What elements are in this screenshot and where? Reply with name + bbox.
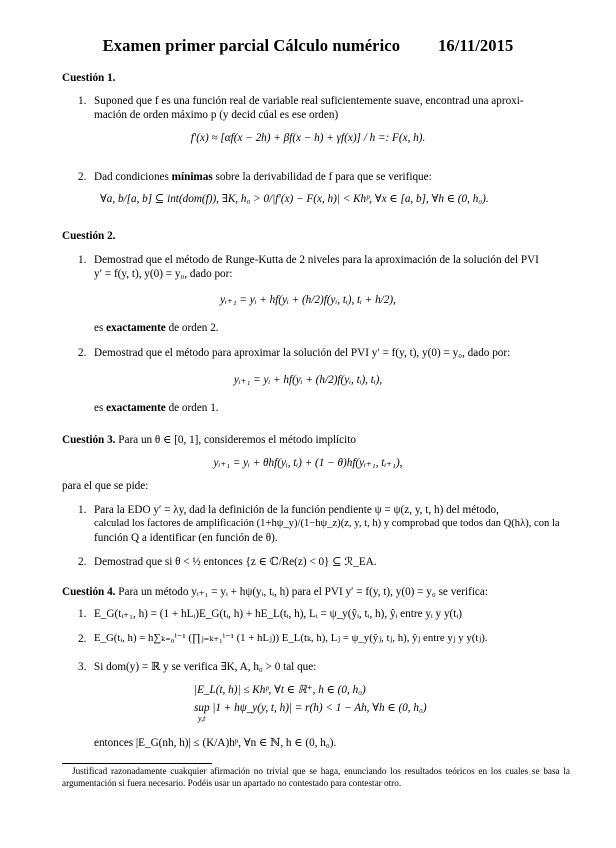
- q4-item-1-number: 1.: [78, 608, 87, 620]
- q4-item-2-text: E_G(tᵢ, h) = h∑ₖ₌₀ⁱ⁻¹ (∏ⱼ₌ₖ₊₁ⁱ⁻¹ (1 + hLⱼ)) E_L(tₖ, h), Lⱼ = ψ_y(ŷⱼ, tⱼ, h), ŷⱼ entre yⱼ y y(tⱼ).: [94, 632, 488, 644]
- exam-title: [0, 35, 616, 56]
- q2-item-2-emphasis: exactamente: [106, 402, 166, 414]
- question-3-intro: Para un θ ∈ [0, 1], consideremos el método implícito: [118, 434, 356, 446]
- footnote: Justificad razonadamente cuakquier afirmación no trivial que se haga, enunciando los resultados teóricos en los cuales se basa la argumentación si fuera necesario. Podéis usar un apartado no contestado para contestar otro.: [62, 766, 570, 788]
- q2-equation-2: yᵢ₊₁ = yᵢ + hf(yᵢ + (h/2)f(yᵢ, tᵢ), tᵢ),: [233, 374, 383, 386]
- q3-item-1-number: 1.: [78, 504, 87, 516]
- q1-equation-2: ∀a, b/[a, b] ⊆ int(dom(f)), ∃K, h₀ > 0/|f′(x) − F(x, h)| < Khᵖ, ∀x ∈ [a, b], ∀h ∈ (0, h₀).: [100, 193, 489, 205]
- q2-item-1-line-3-c: de orden 2.: [165, 322, 219, 334]
- q3-equation-1: yᵢ₊₁ = yᵢ + θhf(yᵢ, tᵢ) + (1 − θ)hf(yᵢ₊₁, tᵢ₊₁),: [213, 457, 403, 469]
- q4-item-2-number: 2.: [78, 633, 87, 645]
- q2-item-1-line-3-a: es: [94, 322, 107, 334]
- q2-item-1-text: [94, 253, 578, 282]
- q4-item-3-equation-1: |E_L(t, h)| ≤ Khᵖ, ∀t ∈ ℝ⁺, h ∈ (0, h₀): [194, 684, 366, 696]
- q1-item-1-number: 1.: [78, 95, 87, 107]
- q2-item-2-line-3-a: es: [94, 402, 107, 414]
- q1-item-2-number: 2.: [78, 171, 87, 183]
- q4-item-3-text: Si dom(y) = ℝ y se verifica ∃K, A, h₀ > 0 tal que:: [94, 661, 317, 673]
- q1-equation-1: f′(x) ≈ [αf(x − 2h) + βf(x − h) + γf(x)] / h =: F(x, h).: [190, 132, 426, 144]
- q2-equation-1: yᵢ₊₁ = yᵢ + hf(yᵢ + (h/2)f(yᵢ, tᵢ), tᵢ + h/2),: [220, 294, 396, 306]
- q3-item-1-line-1: Para la EDO y′ = λy, dad la definición de la función pendiente ψ = ψ(z, y, t, h) del método,: [94, 504, 499, 516]
- q1-item-2-text: [94, 170, 578, 184]
- question-2-heading: Cuestión 2.: [62, 230, 116, 242]
- question-4-intro-line: [62, 585, 578, 599]
- q2-item-1-line-1: Demostrad que el método de Runge-Kutta de 2 niveles para la aproximación de la solución del PVI: [94, 254, 539, 266]
- q2-item-2-line-3: [94, 401, 578, 415]
- q3-item-1-line-3: función Q a identificar (en función de θ).: [94, 531, 278, 544]
- question-4-intro: Para un método yᵢ₊₁ = yᵢ + hψ(yᵢ, tᵢ, h) para el PVI y′ = f(y, t), y(0) = y₀ se verifica:: [118, 586, 488, 598]
- q4-item-3-sup-subscript: y,t: [198, 714, 206, 723]
- q1-item-1-line-1: Suponed que f es una función real de variable real suficientemente suave, encontrad una aproxi-: [94, 95, 524, 107]
- q2-item-2-number: 2.: [78, 347, 87, 359]
- q4-conclusion: entonces |E_G(nh, h)| ≤ (K/A)hᵖ, ∀n ∈ ℕ, h ∈ (0, h₀).: [94, 737, 337, 749]
- q2-item-2-line-3-c: de orden 1.: [165, 402, 219, 414]
- q3-after: para el que se pide:: [62, 480, 149, 492]
- question-3-intro-line: [62, 433, 578, 447]
- q2-item-2-text: Demostrad que el método para aproximar la solución del PVI y′ = f(y, t), y(0) = y₀, dado por:: [94, 347, 511, 359]
- q1-item-2-text-a: Dad condiciones: [94, 171, 172, 183]
- q3-item-1-line-2: calculad los factores de amplificación (1+hψ_y)/(1−hψ_z)(z, y, t, h) y comprobad que todos dan Q(hλ), con la: [94, 518, 560, 530]
- q1-item-1-text: [94, 94, 578, 123]
- q2-item-1-line-3: [94, 321, 578, 335]
- q1-item-1-line-2: mación de orden máximo p (y decid cúal es ese orden): [94, 109, 339, 122]
- exam-date: 16/11/2015: [438, 36, 514, 55]
- q4-item-1-text: E_G(tᵢ₊₁, h) = (1 + hLᵢ)E_G(tᵢ, h) + hE_L(tᵢ, h), Lᵢ = ψ_y(ŷᵢ, tᵢ, h), ŷᵢ entre yᵢ y y(tᵢ): [94, 608, 462, 620]
- footnote-rule: [62, 763, 212, 764]
- question-3-heading: Cuestión 3.: [62, 434, 116, 446]
- question-1-heading: Cuestión 1.: [62, 72, 116, 84]
- q2-item-1-number: 1.: [78, 254, 87, 266]
- q3-item-2-number: 2.: [78, 556, 87, 568]
- q4-item-3-number: 3.: [78, 661, 87, 673]
- q4-item-3-equation-2: sup |1 + hψ_y(y, t, h)| = r(h) < 1 − Ah, ∀h ∈ (0, h₀): [194, 702, 427, 714]
- title-text: Examen primer parcial Cálculo numérico: [102, 36, 401, 55]
- q1-item-2-emphasis: mínimas: [171, 171, 213, 183]
- q3-item-1-text: [94, 503, 578, 545]
- question-4-heading: Cuestión 4.: [62, 586, 116, 598]
- q2-item-1-line-2: y′ = f(y, t), y(0) = y₀, dado por:: [94, 268, 233, 281]
- q3-item-2-text: Demostrad que si θ < ½ entonces {z ∈ ℂ/Re(z) < 0} ⊆ ℛ_EA.: [94, 556, 377, 568]
- q1-item-2-text-c: sobre la derivabilidad de f para que se verifique:: [212, 171, 432, 183]
- q2-item-1-emphasis: exactamente: [106, 322, 166, 334]
